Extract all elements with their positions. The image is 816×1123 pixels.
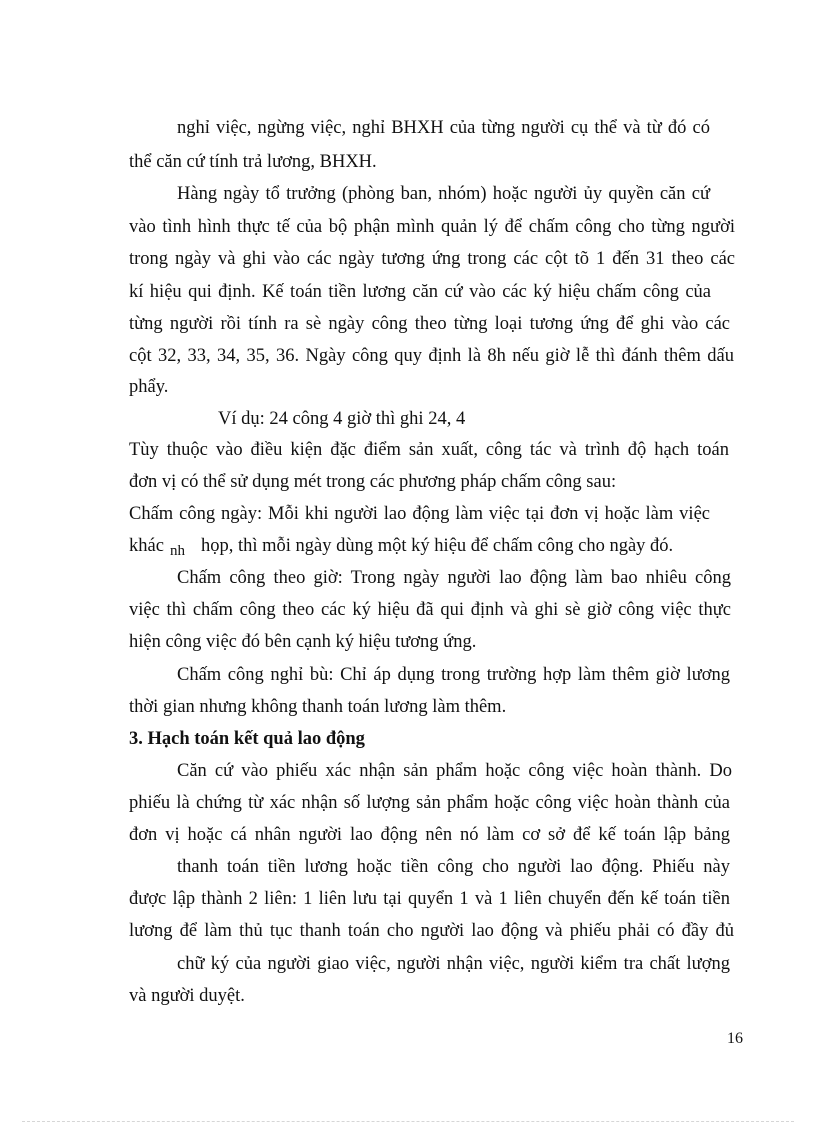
section-heading: 3. Hạch toán kết quả lao động (129, 729, 365, 749)
text-line: phiếu là chứng từ xác nhận số lượng sản phẩm hoặc công việc hoàn thành của (129, 793, 730, 813)
text-line: vào tình hình thực tế của bộ phận mình quản lý để chấm công cho từng người (129, 217, 735, 237)
text-line: trong ngày và ghi vào các ngày tương ứng trong các cột tõ 1 đến 31 theo các (129, 249, 735, 269)
example-line: Ví dụ: 24 công 4 giờ thì ghi 24, 4 (218, 409, 466, 429)
text-line: Chấm công ngày: Mỗi khi người lao động làm việc tại đơn vị hoặc làm việc (129, 504, 710, 524)
text-line: Chấm công nghỉ bù: Chỉ áp dụng trong trường hợp làm thêm giờ lương (177, 665, 730, 685)
text-line-start: khác (129, 536, 164, 556)
text-line: việc thì chấm công theo các ký hiệu đã qui định và ghi sè giờ công việc thực (129, 600, 731, 620)
text-line: lương để làm thủ tục thanh toán cho người lao động và phiếu phải có đầy đủ (129, 921, 734, 941)
text-line: phẩy. (129, 377, 169, 397)
text-line: Tùy thuộc vào điều kiện đặc điểm sản xuất, công tác và trình độ hạch toán (129, 440, 729, 460)
subscript-fragment: nh (170, 543, 185, 559)
text-line: thể căn cứ tính trả lương, BHXH. (129, 152, 377, 172)
text-line: được lập thành 2 liên: 1 liên lưu tại quyển 1 và 1 liên chuyển đến kế toán tiền (129, 889, 730, 909)
text-line: họp, thì mỗi ngày dùng một ký hiệu để chấm công cho ngày đó. (201, 536, 674, 556)
text-line: đơn vị có thể sử dụng mét trong các phương pháp chấm công sau: (129, 472, 617, 492)
text-line: thanh toán tiền lương hoặc tiền công cho người lao động. Phiếu này (177, 857, 730, 877)
text-line: kí hiệu qui định. Kế toán tiền lương căn cứ vào các ký hiệu chấm công của (129, 282, 711, 302)
text-line: cột 32, 33, 34, 35, 36. Ngày công quy định là 8h nếu giờ lễ thì đánh thêm dấu (129, 346, 734, 366)
text-line: Chấm công theo giờ: Trong ngày người lao động làm bao nhiêu công (177, 568, 731, 588)
text-line: nghỉ việc, ngừng việc, nghỉ BHXH của từng người cụ thể và từ đó có (177, 118, 710, 138)
text-line: thời gian nhưng không thanh toán lương làm thêm. (129, 697, 507, 717)
page-number: 16 (727, 1030, 743, 1047)
text-line: đơn vị hoặc cá nhân người lao động nên nó làm cơ sở để kế toán lập bảng (129, 825, 730, 845)
text-line: và người duyệt. (129, 986, 245, 1006)
footer-divider (22, 1121, 794, 1122)
text-line: hiện công việc đó bên cạnh ký hiệu tương ứng. (129, 632, 477, 652)
text-line: từng người rồi tính ra sè ngày công theo từng loại tương ứng để ghi vào các (129, 314, 730, 334)
text-line: Hàng ngày tổ trưởng (phòng ban, nhóm) hoặc người ủy quyền căn cứ (177, 184, 710, 204)
text-line: chữ ký của người giao việc, người nhận việc, người kiểm tra chất lượng (177, 954, 730, 974)
text-line: Căn cứ vào phiếu xác nhận sản phẩm hoặc công việc hoàn thành. Do (177, 761, 732, 781)
